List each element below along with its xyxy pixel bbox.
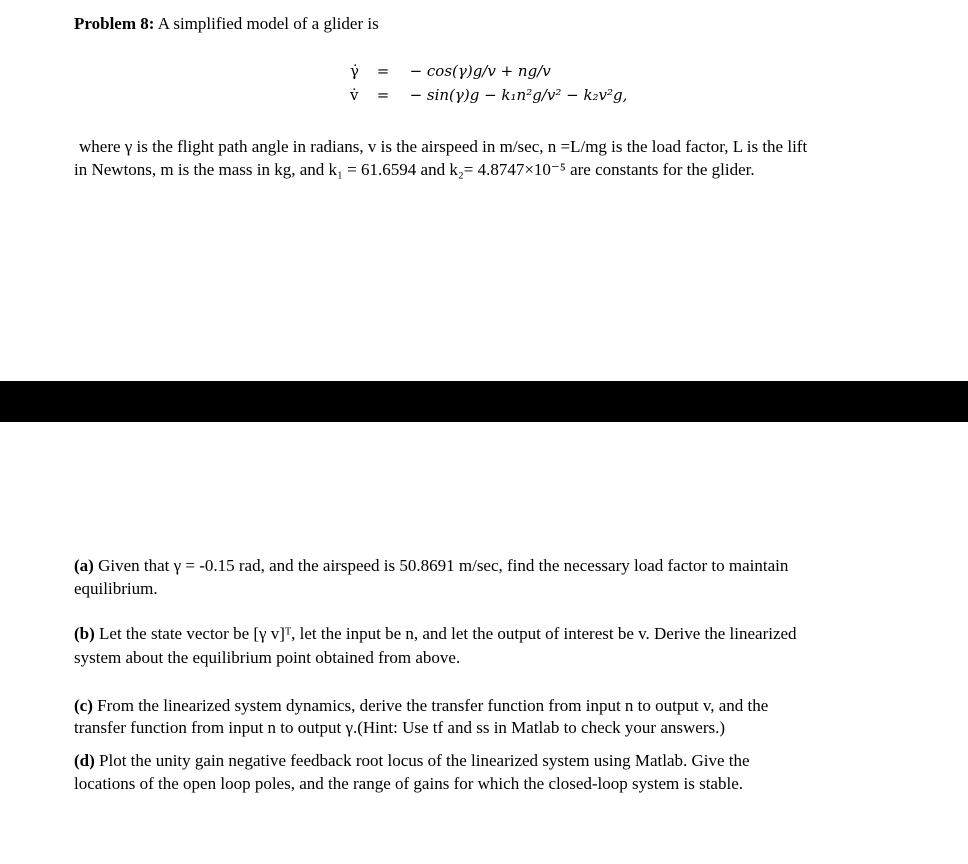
eq1-lhs: γ̇	[350, 62, 359, 80]
problem-heading	[74, 14, 379, 34]
part-c-line-1	[74, 696, 768, 716]
equation-v-dot	[350, 86, 627, 104]
part-b-line-2: system about the equilibrium point obtained from above.	[74, 648, 461, 667]
part-a-label: (a)	[74, 556, 94, 575]
description-line-1: where γ is the flight path angle in radians, v is the airspeed in m/sec, n =L/mg is the load factor, L is the lift	[79, 137, 808, 156]
part-c-text-1: From the linearized system dynamics, derive the transfer function from input n to output v, and the	[97, 696, 769, 715]
part-b-label: (b)	[74, 624, 95, 643]
eq1-equals: =	[376, 62, 390, 80]
part-d-text-1: Plot the unity gain negative feedback root locus of the linearized system using Matlab. Give the	[99, 751, 750, 770]
problem-label: Problem 8:	[74, 14, 155, 33]
part-d-label: (d)	[74, 751, 95, 770]
eq2-lhs: v̇	[350, 86, 359, 104]
part-c-label: (c)	[74, 696, 93, 715]
part-c-line-2: transfer function from input n to output γ.(Hint: Use tf and ss in Matlab to check your answers.)	[74, 718, 726, 737]
eq2-rhs: − sin(γ)g − k₁n²g/v² − k₂v²g,	[409, 86, 628, 104]
eq2-equals: =	[376, 86, 390, 104]
part-d-line-2: locations of the open loop poles, and the range of gains for which the closed-loop system is stable.	[74, 774, 743, 793]
part-d-line-1	[74, 751, 750, 771]
problem-intro: A simplified model of a glider is	[157, 14, 379, 33]
redaction-bar	[0, 381, 968, 422]
part-b-text-1: Let the state vector be [γ v]ᵀ, let the input be n, and let the output of interest be v. Derive the linearized	[99, 624, 797, 643]
part-a-line-2: equilibrium.	[74, 579, 158, 598]
eq1-rhs: − cos(γ)g/v + ng/v	[409, 62, 551, 80]
part-a-text-1: Given that γ = -0.15 rad, and the airspeed is 50.8691 m/sec, find the necessary load factor to maintain	[98, 556, 789, 575]
description-line-2: in Newtons, m is the mass in kg, and k₁ = 61.6594 and k₂= 4.8747×10⁻⁵ are constants for the glider.	[74, 160, 755, 179]
equation-gamma-dot	[350, 62, 551, 80]
part-b-line-1	[74, 624, 797, 644]
part-a-line-1	[74, 556, 788, 576]
